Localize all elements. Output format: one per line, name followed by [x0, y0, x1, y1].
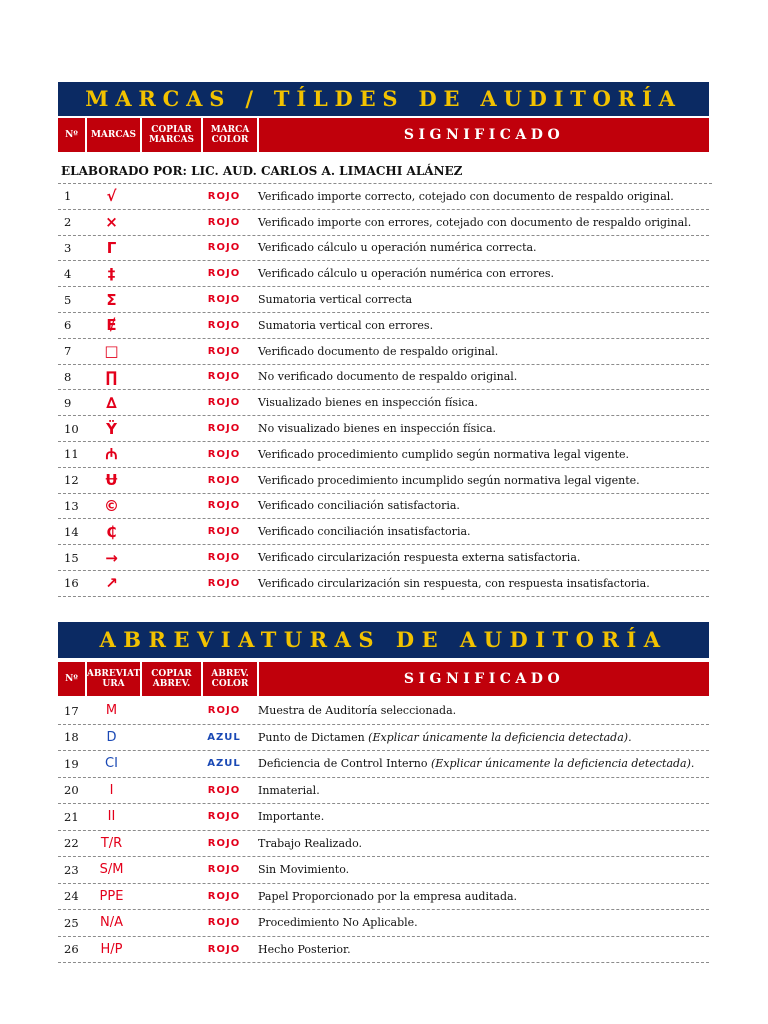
abbrev-color-label: AZUL — [207, 758, 241, 770]
audit-mark-symbol: Ɇ — [106, 316, 117, 335]
abbrev-color-label: ROJO — [207, 784, 241, 796]
meaning-note: (Explicar únicamente la deficiencia detectada). — [430, 757, 695, 771]
abbrev-color-label: ROJO — [207, 837, 241, 849]
abreviaturas-table — [58, 698, 709, 963]
row-number: 14 — [64, 524, 79, 539]
meaning-text: Papel Proporcionado por la empresa auditada. — [258, 889, 518, 903]
meaning-cell — [251, 890, 709, 903]
meaning-text: Deficiencia de Control Interno — [258, 757, 431, 771]
meaning-text: Hecho Posterior. — [258, 942, 351, 956]
abbrev-color-label: ROJO — [207, 890, 241, 902]
table-row — [58, 571, 709, 597]
header-copiar-abrev: COPIAR ABREV. — [142, 662, 201, 696]
row-number: 7 — [64, 344, 72, 359]
abbrev-color-label: ROJO — [207, 705, 241, 717]
header-abreviatura: ABREVIAT URA — [87, 662, 140, 696]
header-num: Nº — [58, 118, 85, 152]
audit-mark-symbol: ‡ — [107, 264, 116, 283]
meaning-text: Verificado documento de respaldo original. — [258, 344, 499, 358]
abbreviation: D — [106, 729, 117, 745]
abbreviation: S/M — [99, 862, 124, 878]
row-number: 5 — [64, 292, 72, 307]
table-row — [58, 390, 709, 416]
table-row — [58, 937, 709, 964]
meaning-cell — [251, 810, 709, 823]
meaning-cell — [251, 704, 709, 717]
header-abrev-color: ABREV. COLOR — [203, 662, 257, 696]
row-number: 10 — [64, 421, 79, 436]
header-copiar-marcas: COPIAR MARCAS — [142, 118, 201, 152]
mark-color-label: ROJO — [207, 345, 241, 357]
abbreviation: T/R — [100, 835, 123, 851]
header-marca-color: MARCA COLOR — [203, 118, 257, 152]
meaning-text: Procedimiento No Aplicable. — [258, 916, 418, 930]
table-row — [58, 857, 709, 884]
row-number: 6 — [64, 318, 72, 333]
row-number: 1 — [64, 189, 72, 204]
table-row — [58, 261, 709, 287]
meaning-text: Trabajo Realizado. — [258, 836, 362, 850]
table-row — [58, 725, 709, 752]
header-marcas: MARCAS — [87, 118, 140, 152]
abbreviation: H/P — [100, 941, 123, 957]
row-number: 25 — [64, 915, 79, 930]
header-num-2: Nº — [58, 662, 85, 696]
row-number: 12 — [64, 473, 79, 488]
row-number: 2 — [64, 215, 72, 230]
meaning-cell — [251, 731, 709, 744]
table-row — [58, 184, 709, 210]
meaning-cell — [251, 943, 709, 956]
row-number: 15 — [64, 550, 79, 565]
mark-color-label: ROJO — [207, 242, 241, 254]
row-number: 23 — [64, 862, 79, 877]
abbrev-color-label: ROJO — [207, 917, 241, 929]
meaning-text: Verificado cálculo u operación numérica con errores. — [258, 267, 555, 281]
table-row — [58, 313, 709, 339]
table-row — [58, 494, 709, 520]
abbreviation: II — [107, 809, 116, 825]
meaning-cell — [251, 863, 709, 876]
mark-color-label: ROJO — [207, 500, 241, 512]
audit-mark-symbol: ₼ — [105, 445, 118, 464]
mark-color-label: ROJO — [207, 552, 241, 564]
meaning-text: Verificado circularización respuesta externa satisfactoria. — [258, 551, 581, 565]
row-number: 18 — [64, 730, 79, 745]
table-row — [58, 468, 709, 494]
mark-color-label: ROJO — [207, 190, 241, 202]
audit-mark-symbol: □ — [104, 342, 119, 361]
meaning-text: Verificado circularización sin respuesta, con respuesta insatisfactoria. — [258, 576, 650, 590]
audit-mark-symbol: → — [105, 548, 118, 567]
abreviaturas-header-row — [58, 662, 709, 696]
row-number: 26 — [64, 942, 79, 957]
audit-mark-symbol: × — [105, 213, 118, 232]
table-row — [58, 804, 709, 831]
audit-mark-symbol: ₵ — [106, 522, 117, 541]
abbrev-color-label: ROJO — [207, 811, 241, 823]
table-row — [58, 910, 709, 937]
marcas-title-banner: MARCAS / TÍLDES DE AUDITORÍA — [58, 82, 709, 116]
meaning-text: Verificado conciliación satisfactoria. — [258, 499, 460, 513]
table-row — [58, 698, 709, 725]
table-row — [58, 442, 709, 468]
abbreviation: CI — [105, 756, 118, 772]
row-number: 24 — [64, 889, 79, 904]
row-number: 11 — [64, 447, 79, 462]
abbrev-color-label: ROJO — [207, 943, 241, 955]
table-row — [58, 365, 709, 391]
audit-mark-symbol: Ÿ — [106, 419, 117, 438]
table-row — [58, 210, 709, 236]
meaning-cell — [251, 916, 709, 929]
meaning-note: (Explicar únicamente la deficiencia detectada). — [368, 730, 632, 744]
mark-color-label: ROJO — [207, 577, 241, 589]
abbrev-color-label: AZUL — [207, 731, 241, 743]
meaning-text: Muestra de Auditoría seleccionada. — [258, 704, 457, 718]
row-number: 8 — [64, 369, 72, 384]
table-row — [58, 545, 709, 571]
mark-color-label: ROJO — [207, 448, 241, 460]
abbreviation: I — [109, 782, 114, 798]
abbrev-color-label: ROJO — [207, 864, 241, 876]
table-row — [58, 884, 709, 911]
table-row — [58, 236, 709, 262]
row-number: 17 — [64, 703, 79, 718]
audit-mark-symbol: ∆ — [106, 393, 117, 412]
meaning-cell — [251, 757, 709, 770]
audit-mark-symbol: Ʉ — [105, 471, 118, 490]
meaning-text: Importante. — [258, 810, 325, 824]
meaning-text: Sin Movimiento. — [258, 863, 350, 877]
mark-color-label: ROJO — [207, 526, 241, 538]
row-number: 9 — [64, 395, 72, 410]
audit-mark-symbol: Γ — [106, 238, 117, 257]
meaning-text: Verificado importe con errores, cotejado con documento de respaldo original. — [258, 215, 692, 229]
table-row — [58, 339, 709, 365]
row-number: 22 — [64, 836, 79, 851]
meaning-text: Verificado procedimiento cumplido según normativa legal vigente. — [258, 447, 630, 461]
marcas-table — [58, 184, 709, 597]
meaning-cell — [251, 784, 709, 797]
meaning-text: Inmaterial. — [258, 783, 320, 797]
meaning-text: Visualizado bienes en inspección física. — [258, 396, 478, 410]
meaning-cell — [251, 837, 709, 850]
audit-mark-symbol: Σ — [106, 290, 117, 309]
audit-mark-symbol: © — [104, 496, 119, 515]
mark-color-label: ROJO — [207, 294, 241, 306]
header-significado: SIGNIFICADO — [259, 118, 709, 152]
abbreviation: PPE — [99, 888, 124, 904]
meaning-text: Sumatoria vertical correcta — [258, 293, 413, 307]
meaning-text: No verificado documento de respaldo original. — [258, 370, 518, 384]
mark-color-label: ROJO — [207, 423, 241, 435]
marcas-header-row — [58, 118, 709, 152]
table-row — [58, 778, 709, 805]
meaning-text: Verificado procedimiento incumplido según normativa legal vigente. — [258, 473, 640, 487]
row-number: 16 — [64, 576, 79, 591]
table-row — [58, 287, 709, 313]
table-row — [58, 831, 709, 858]
meaning-text: Verificado importe correcto, cotejado con documento de respaldo original. — [258, 189, 674, 203]
table-row — [58, 751, 709, 778]
meaning-text: Punto de Dictamen — [258, 730, 369, 744]
row-number: 21 — [64, 809, 79, 824]
meaning-text: Verificado conciliación insatisfactoria. — [258, 525, 471, 539]
mark-color-label: ROJO — [207, 397, 241, 409]
audit-mark-symbol: ∏ — [105, 367, 118, 386]
abreviaturas-title-banner: ABREVIATURAS DE AUDITORÍA — [58, 622, 709, 658]
abbreviation: N/A — [100, 915, 123, 931]
row-number: 20 — [64, 783, 79, 798]
mark-color-label: ROJO — [207, 319, 241, 331]
table-row — [58, 416, 709, 442]
abbreviation: M — [105, 703, 118, 719]
mark-color-label: ROJO — [207, 474, 241, 486]
elaborado-por: ELABORADO POR: LIC. AUD. CARLOS A. LIMACHI ALÁNEZ — [58, 159, 712, 184]
audit-mark-symbol: √ — [106, 187, 117, 206]
table-row — [58, 519, 709, 545]
audit-mark-symbol: ↗ — [105, 574, 118, 593]
header-significado-2: SIGNIFICADO — [259, 662, 709, 696]
meaning-text: Verificado cálculo u operación numérica correcta. — [258, 241, 537, 255]
meaning-text: Sumatoria vertical con errores. — [258, 318, 434, 332]
row-number: 3 — [64, 240, 72, 255]
row-number: 4 — [64, 266, 72, 281]
mark-color-label: ROJO — [207, 268, 241, 280]
mark-color-label: ROJO — [207, 371, 241, 383]
row-number: 13 — [64, 498, 79, 513]
meaning-text: No visualizado bienes en inspección física. — [258, 422, 497, 436]
mark-color-label: ROJO — [207, 216, 241, 228]
row-number: 19 — [64, 756, 79, 771]
